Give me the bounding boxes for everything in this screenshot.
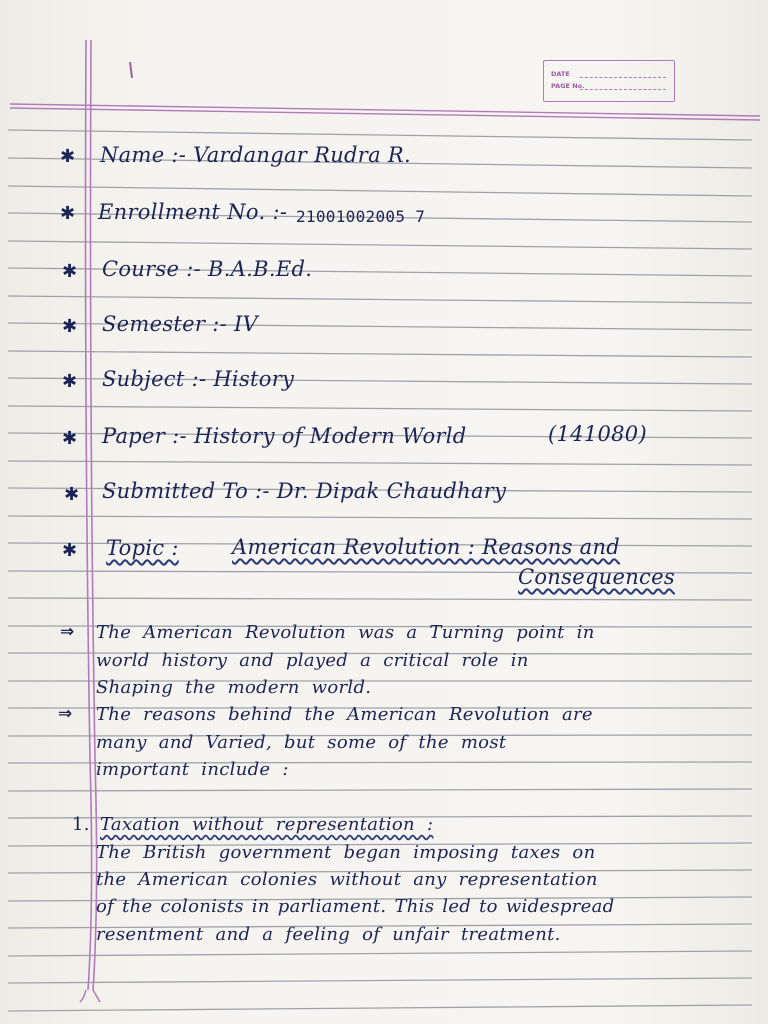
star-bullet-icon: ✱ [62,261,78,282]
submitted-to: Submitted To :- Dr. Dipak Chaudhary [102,479,507,503]
point-line-2: the American colonies without any representation [96,869,598,890]
point-line-4: resentment and a feeling of unfair treatment. [96,924,561,945]
paper-code: (141080) [548,422,647,446]
double-arrow-icon: ⇒ [58,704,73,724]
point-number: 1. [72,814,90,835]
course: Course :- B.A.B.Ed. [102,257,313,281]
paper: Paper :- History of Modern World [102,424,467,448]
semester: Semester :- IV [102,312,259,336]
point-line-3: of the colonists in parliament. This led to widespread [96,896,615,917]
page-number-label: PAGE No. [551,82,585,90]
point-line-1: The British government began imposing taxes on [96,842,596,863]
star-bullet-icon: ✱ [60,146,76,167]
enrollment-number: 21001002005 7 [296,207,426,226]
topic-title-continued: Consequences [518,565,675,589]
topic-label: Topic : [106,536,179,560]
star-bullet-icon: ✱ [60,203,76,224]
intro-line-2: world history and played a critical role in [96,650,529,671]
star-bullet-icon: ✱ [62,371,78,392]
date-page-stamp [543,60,675,102]
double-arrow-icon: ⇒ [60,622,75,642]
topic-title: American Revolution : Reasons and [232,535,621,559]
intro-line-3: Shaping the modern world. [96,677,372,698]
intro-line-1: The American Revolution was a Turning point in [96,622,595,643]
point-heading: Taxation without representation : [100,814,434,835]
star-bullet-icon: ✱ [62,540,78,561]
reasons-intro-line-1: The reasons behind the American Revolution are [96,704,593,725]
star-bullet-icon: ✱ [62,316,78,337]
student-name: Name :- Vardangar Rudra R. [100,143,412,167]
reasons-intro-line-3: important include : [96,759,289,780]
enrollment-label: Enrollment No. :- [98,200,288,224]
reasons-intro-line-2: many and Varied, but some of the most [96,732,507,753]
subject: Subject :- History [102,367,295,391]
star-bullet-icon: ✱ [64,484,80,505]
date-label: DATE [551,70,570,78]
star-bullet-icon: ✱ [62,428,78,449]
